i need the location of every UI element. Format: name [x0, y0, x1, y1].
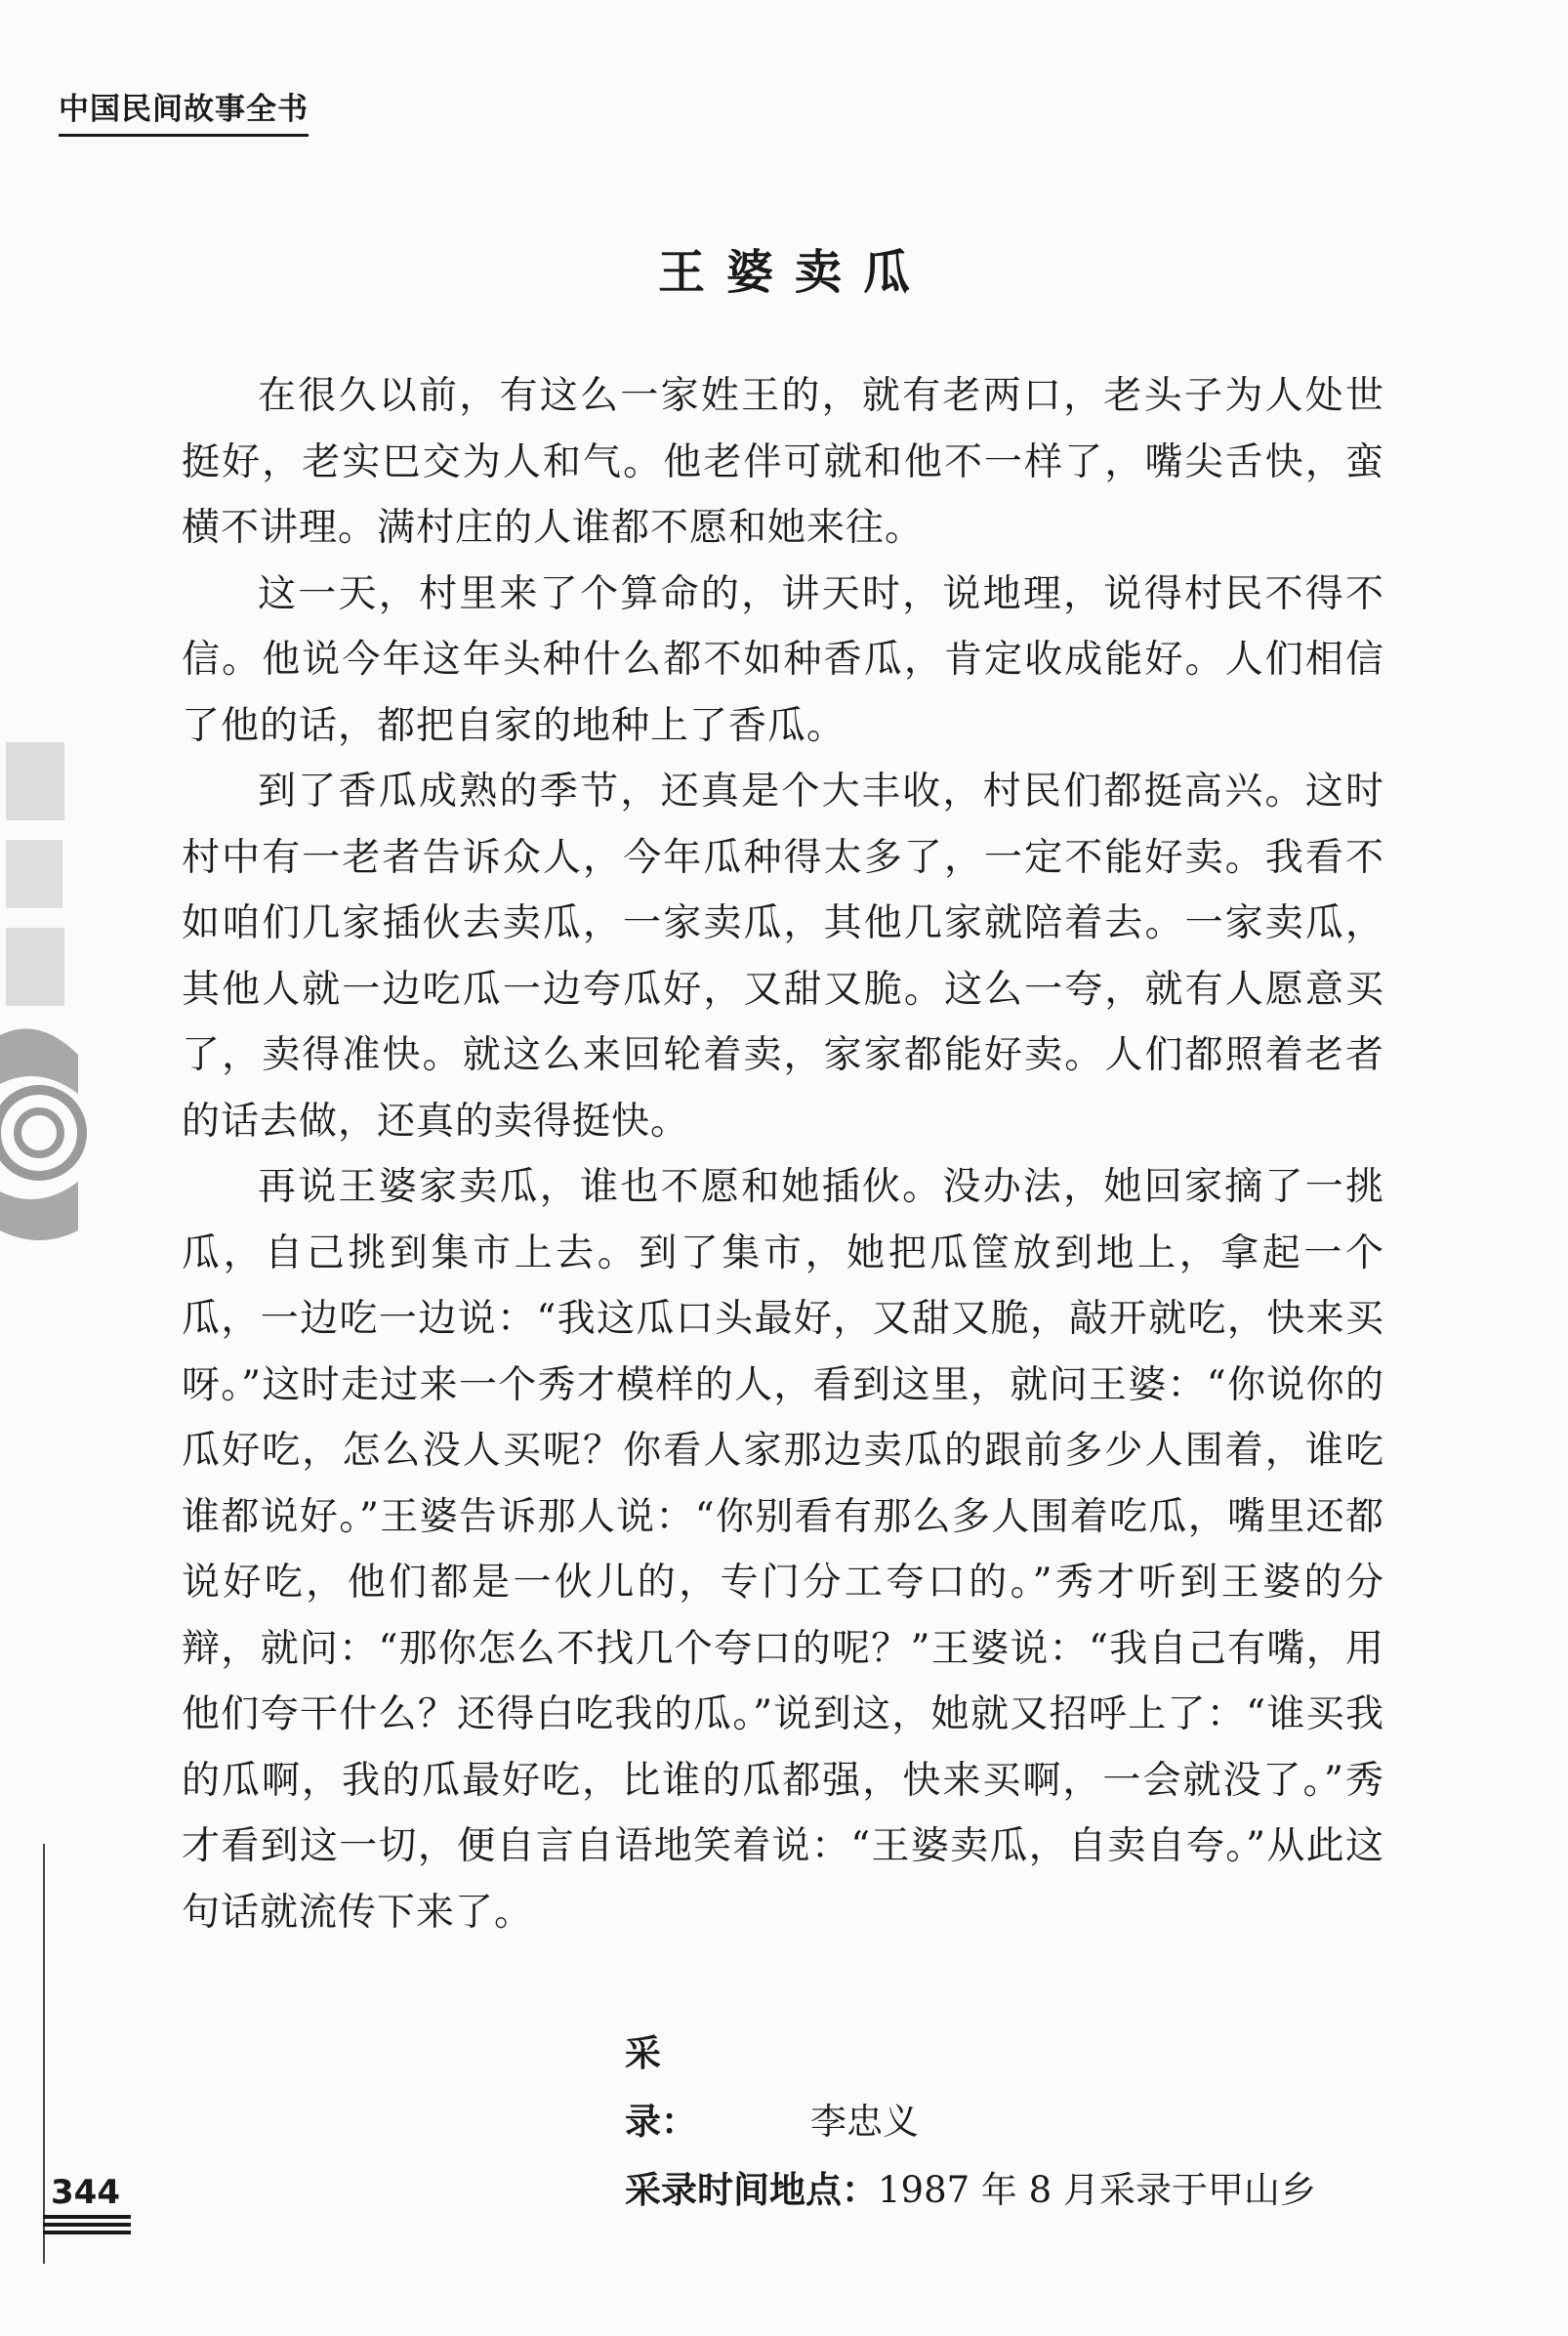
- paragraph-1: 在很久以前，有这么一家姓王的，就有老两口，老头子为人处世挺好，老实巴交为人和气。他老伴可就和他不一样了，嘴尖舌快，蛮横不讲理。满村庄的人谁都不愿和她来往。: [182, 374, 1384, 550]
- time-place-line: [625, 2156, 1316, 2225]
- margin-rule: [43, 1844, 45, 2264]
- collector-label: [625, 2020, 810, 2156]
- book-title-header: 中国民间故事全书: [59, 84, 309, 137]
- collector-line: [625, 2020, 1316, 2156]
- paragraph-2: 这一天，村里来了个算命的，讲天时，说地理，说得村民不得不信。他说今年这年头种什么都不如种香瓜，肯定收成能好。人们相信了他的话，都把自家的地种上了香瓜。: [182, 571, 1384, 748]
- collector-label-part2: 录：: [625, 2101, 697, 2143]
- paragraph-3: 到了香瓜成熟的季节，还真是个大丰收，村民们都挺高兴。这时村中有一老者告诉众人，今年瓜种得太多了，一定不能好卖。我看不如咱们几家插伙去卖瓜，一家卖瓜，其他几家就陪着去。一家卖瓜，其他人就一边吃瓜一边夸瓜好，又甜又脆。这么一夸，就有人愿意买了，卖得准快。就这么来回轮着卖，家家都能好卖。人们都照着老者的话去做，还真的卖得挺快。: [182, 770, 1384, 1144]
- paragraph-4: 再说王婆家卖瓜，谁也不愿和她插伙。没办法，她回家摘了一挑瓜，自己挑到集市上去。到了集市，她把瓜筐放到地上，拿起一个瓜，一边吃一边说：“我这瓜口头最好，又甜又脆，敲开就吃，快来买呀。”这时走过来一个秀才模样的人，看到这里，就问王婆：“你说你的瓜好吃，怎么没人买呢？你看人家那边卖瓜的跟前多少人围着，谁吃谁都说好。”王婆告诉那人说：“你别看有那么多人围着吃瓜，嘴里还都说好吃，他们都是一伙儿的，专门分工夸口的。”秀才听到王婆的分辩，就问：“那你怎么不找几个夸口的呢？”王婆说：“我自己有嘴，用他们夸干什么？还得白吃我的瓜。”说到这，她就又招呼上了：“谁买我的瓜啊，我的瓜最好吃，比谁的瓜都强，快来买啊，一会就没了。”秀才看到这一切，便自言自语地笑着说：“王婆卖瓜，自卖自夸。”从此这句话就流传下来了。: [182, 1165, 1384, 1935]
- time-place-label: 采录时间地点：: [625, 2169, 878, 2211]
- story-title: 王婆卖瓜: [657, 245, 931, 300]
- credits-block: [625, 2020, 1316, 2225]
- page-number-bars: [43, 2215, 131, 2238]
- collector-name: 李忠义: [810, 2101, 919, 2143]
- time-place-value: 1987 年 8 月采录于甲山乡: [878, 2169, 1316, 2211]
- side-decoration-logo: [0, 723, 88, 1270]
- story-body: [182, 363, 1384, 1945]
- collector-label-part1: 采: [625, 2032, 661, 2074]
- page-number: 344: [51, 2173, 120, 2212]
